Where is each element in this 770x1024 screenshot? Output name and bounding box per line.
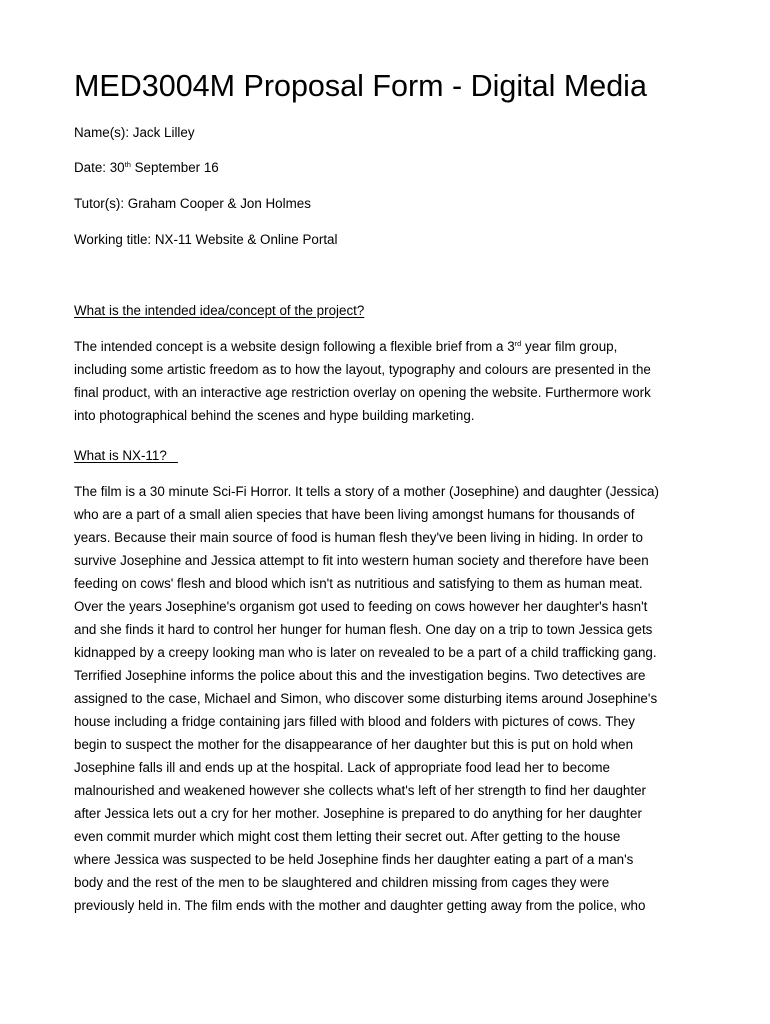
date-suffix: September 16 — [130, 160, 219, 175]
paragraph-line: assigned to the case, Michael and Simon, who discover some disturbing items around Josephine's — [74, 691, 658, 706]
tutors-field: Tutor(s): Graham Cooper & Jon Holmes — [74, 196, 311, 211]
paragraph-line: Terrified Josephine informs the police about this and the investigation begins. Two detectives are — [74, 668, 646, 683]
paragraph-line: after Jessica lets out a cry for her mother. Josephine is prepared to do anything for her daughter — [74, 806, 642, 821]
paragraph-line: malnourished and weakened however she collects what's left of her strength to find her daughter — [74, 783, 646, 798]
paragraph-line: house including a fridge containing jars filled with blood and folders with pictures of cows. They — [74, 714, 635, 729]
date-prefix: Date: 30 — [74, 160, 125, 175]
paragraph-line: begin to suspect the mother for the disappearance of her daughter but this is put on hold when — [74, 737, 634, 752]
working-title-field: Working title: NX-11 Website & Online Portal — [74, 232, 338, 247]
line-suffix: year film group, — [521, 339, 618, 354]
paragraph-line: final product, with an interactive age restriction overlay on opening the website. Furthermore work — [74, 385, 651, 400]
names-field: Name(s): Jack Lilley — [74, 125, 195, 140]
paragraph-line: even commit murder which might cost them letting their secret out. After getting to the house — [74, 829, 621, 844]
section-heading-concept: What is the intended idea/concept of the project? — [74, 303, 365, 318]
paragraph-line: previously held in. The film ends with the mother and daughter getting away from the police, who — [74, 898, 646, 913]
concept-paragraph — [74, 335, 704, 427]
date-superscript: th — [124, 160, 131, 169]
paragraph-line: where Jessica was suspected to be held Josephine finds her daughter eating a part of a man's — [74, 852, 634, 867]
paragraph-line: The film is a 30 minute Sci-Fi Horror. It tells a story of a mother (Josephine) and daughter (Jessica) — [74, 484, 659, 499]
paragraph-line: kidnapped by a creepy looking man who is later on revealed to be a part of a child trafficking gang. — [74, 645, 657, 660]
line-prefix: The intended concept is a website design following a flexible brief from a 3 — [74, 339, 515, 354]
synopsis-paragraph — [74, 480, 704, 917]
paragraph-line: and she finds it hard to control her hunger for human flesh. One day on a trip to town Jessica gets — [74, 622, 653, 637]
paragraph-line: into photographical behind the scenes and hype building marketing. — [74, 408, 475, 423]
date-field — [74, 159, 219, 177]
paragraph-line: years. Because their main source of food is human flesh they've been living in hiding. In order to — [74, 530, 644, 545]
paragraph-line: body and the rest of the men to be slaughtered and children missing from cages they were — [74, 875, 610, 890]
page-title: MED3004M Proposal Form - Digital Media — [74, 69, 647, 103]
section-heading-nx11: What is NX-11? — [74, 448, 178, 463]
paragraph-line: Josephine falls ill and ends up at the hospital. Lack of appropriate food lead her to become — [74, 760, 610, 775]
paragraph-line — [74, 335, 704, 358]
ordinal-superscript: rd — [514, 339, 522, 348]
paragraph-line: survive Josephine and Jessica attempt to fit into western human society and therefore have been — [74, 553, 649, 568]
paragraph-line: who are a part of a small alien species that have been living amongst humans for thousands of — [74, 507, 635, 522]
paragraph-line: feeding on cows' flesh and blood which isn't as nutritious and satisfying to them as human meat. — [74, 576, 643, 591]
paragraph-line: Over the years Josephine's organism got used to feeding on cows however her daughter's hasn't — [74, 599, 648, 614]
paragraph-line: including some artistic freedom as to how the layout, typography and colours are presented in the — [74, 362, 651, 377]
